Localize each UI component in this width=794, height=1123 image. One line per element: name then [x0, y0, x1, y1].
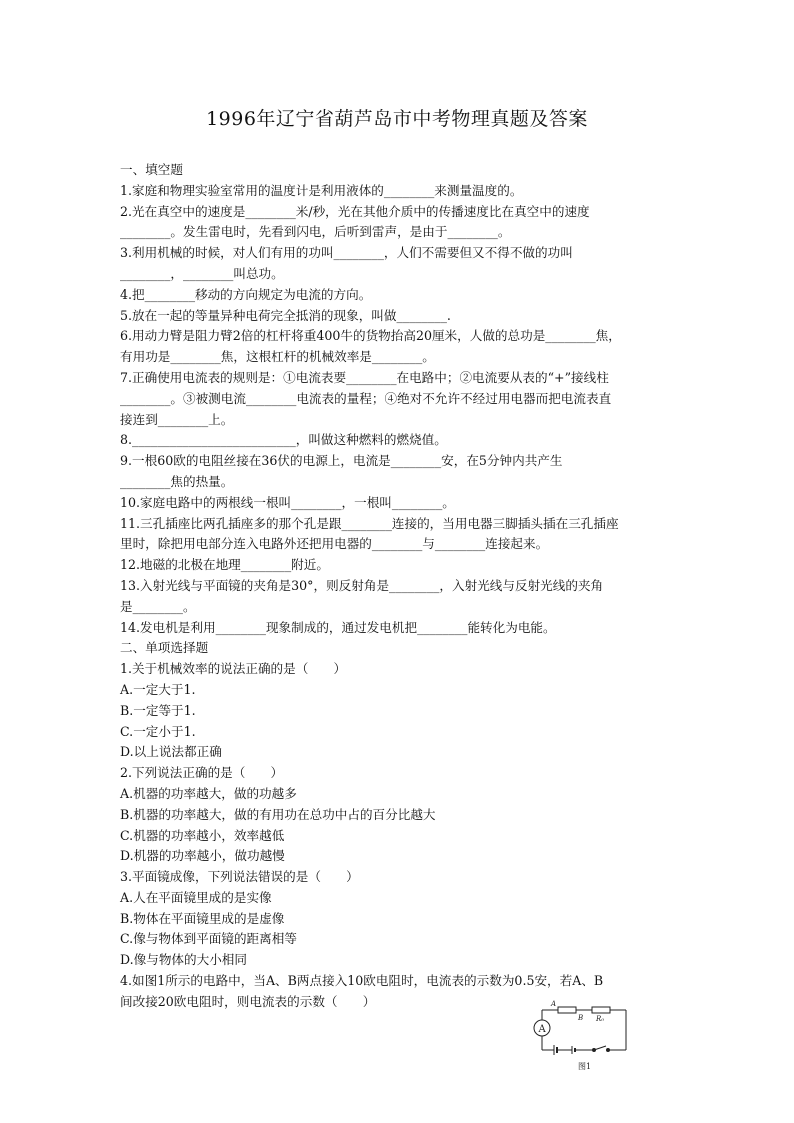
text-line: 1.关于机械效率的说法正确的是（ ） [120, 661, 347, 677]
text-line: 二、单项选择题 [120, 640, 209, 656]
text-line: 12.地磁的北极在地理________附近。 [120, 557, 329, 573]
text-line: 13.入射光线与平面镜的夹角是30°，则反射角是________，入射光线与反射光线的夹角 [120, 577, 604, 593]
document-title: 1996年辽宁省葫芦岛市中考物理真题及答案 [206, 108, 588, 130]
text-line: 4.把________移动的方向规定为电流的方向。 [120, 286, 372, 302]
resistor-ab [558, 1007, 576, 1013]
figure-caption: 图1 [578, 1062, 592, 1071]
text-line: 2.下列说法正确的是（ ） [120, 765, 284, 781]
text-line: 4.如图1所示的电路中，当A、B两点接入10欧电阻时，电流表的示数为0.5安，若A、B [120, 973, 604, 989]
text-line: D.像与物体的大小相同 [120, 952, 247, 968]
circuit-figure [522, 1000, 632, 1072]
text-line: ________。③被测电流________电流表的量程；④绝对不允许不经过用电器而把电流表直 [120, 390, 612, 406]
text-line: 14.发电机是利用________现象制成的，通过发电机把________能转化为电能。 [120, 619, 556, 635]
text-line: D.以上说法都正确 [120, 744, 222, 760]
text-line: 3.平面镜成像，下列说法错误的是（ ） [120, 869, 359, 885]
text-line: 9.一根60欧的电阻丝接在36伏的电源上，电流是________安，在5分钟内共产生 [120, 453, 563, 469]
text-line: ________，________叫总功。 [120, 265, 284, 281]
text-line: 3.利用机械的时候，对人们有用的功叫________，人们不需要但又不得不做的功叫 [120, 245, 573, 261]
point-a-label: A [551, 1000, 557, 1008]
text-line: 10.家庭电路中的两根线一根叫________，一根叫________。 [120, 494, 455, 510]
text-line: 是________。 [120, 598, 196, 614]
text-line: 2.光在真空中的速度是________米/秒，光在其他介质中的传播速度比在真空中的速度 [120, 203, 590, 219]
text-line: 接连到________上。 [120, 411, 234, 427]
text-line: C.像与物体到平面镜的距离相等 [120, 931, 297, 947]
text-line: 有用功是________焦，这根杠杆的机械效率是________。 [120, 349, 435, 365]
text-line: A.机器的功率越大，做的功越多 [120, 785, 297, 801]
text-line: B.一定等于1. [120, 702, 196, 718]
text-line: 5.放在一起的等量异种电荷完全抵消的现象，叫做________. [120, 307, 451, 323]
text-line: 7.正确使用电流表的规则是：①电流表要________在电路中；②电流要从表的“+”接线柱 [120, 369, 609, 385]
text-line: ________。发生雷电时，先看到闪电，后听到雷声，是由于________。 [120, 224, 511, 240]
text-line: A.人在平面镜里成的是实像 [120, 889, 272, 905]
text-line: C.机器的功率越小，效率越低 [120, 827, 285, 843]
text-line: ________焦的热量。 [120, 473, 234, 489]
resistor-r0-label: R₀ [596, 1015, 605, 1023]
text-line: 6.用动力臂是阻力臂2倍的杠杆将重400牛的货物抬高20厘米，人做的总功是________焦， [120, 328, 621, 344]
document-body [120, 160, 680, 1013]
ammeter-label: A [538, 1024, 546, 1035]
text-line: B.机器的功率越大，做的有用功在总功中占的百分比越大 [120, 806, 436, 822]
text-line: B.物体在平面镜里成的是虚像 [120, 910, 285, 926]
text-line: 间改接20欧电阻时，则电流表的示数（ ） [120, 993, 376, 1009]
text-line: C.一定小于1. [120, 723, 196, 739]
text-line: 一、填空题 [120, 162, 183, 177]
text-line: 11.三孔插座比两孔插座多的那个孔是跟________连接的，当用电器三脚插头插在三孔插座 [120, 515, 619, 531]
text-line: A.一定大于1. [120, 681, 196, 697]
resistor-r0 [592, 1007, 610, 1013]
text-line: 8.__________________________，叫做这种燃料的燃烧值。 [120, 432, 447, 448]
point-b-label: B [578, 1014, 584, 1022]
text-line: D.机器的功率越小，做功越慢 [120, 848, 285, 864]
text-line: 里时，除把用电部分连入电路外还把用电器的________与________连接起来。 [120, 536, 549, 552]
text-line: 1.家庭和物理实验室常用的温度计是利用液体的________来测量温度的。 [120, 182, 523, 198]
